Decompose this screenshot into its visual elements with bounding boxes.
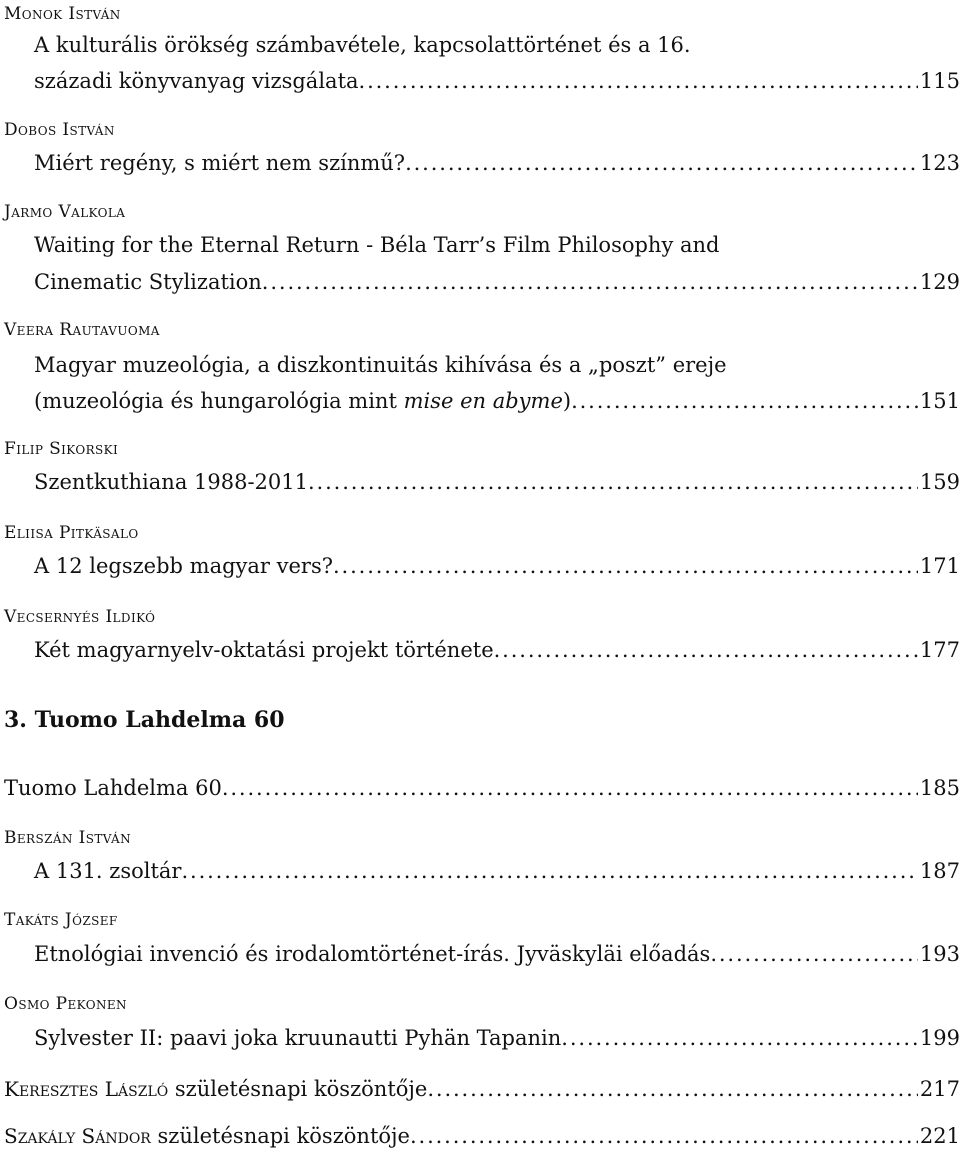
- entry-title: Szentkuthiana 1988-2011: [34, 470, 308, 494]
- entry-title-leader-line[interactable]: [4, 773, 960, 803]
- entry-author: Vecsernyés Ildikó: [4, 607, 156, 627]
- entry-title: Sylvester II: paavi joka kruunautti Pyhän Tapanin: [34, 1026, 562, 1050]
- page-number: 193: [919, 942, 960, 966]
- entry-title-line: A kulturális örökség számbavétele, kapcsolattörténet és a 16.: [34, 33, 691, 57]
- entry-title-leader-line[interactable]: [34, 551, 960, 581]
- page-number: 151: [919, 389, 960, 413]
- dot-leader: [494, 635, 918, 665]
- entry-title: Miért regény, s miért nem színmű?: [34, 151, 406, 175]
- page-number: 221: [919, 1124, 960, 1148]
- dot-leader: [262, 267, 918, 297]
- entry-title-leader-line[interactable]: [34, 148, 960, 178]
- dot-leader: [561, 1023, 918, 1053]
- page-number: 129: [919, 270, 960, 294]
- entry-author: Keresztes László: [4, 1077, 169, 1101]
- entry-author: Monok István: [4, 4, 121, 24]
- entry-title-leader-line[interactable]: [34, 939, 960, 969]
- dot-leader: [571, 386, 918, 416]
- dot-leader: [181, 856, 917, 886]
- entry-title: (muzeológia és hungarológia mint mise en abyme): [34, 389, 572, 413]
- page-number: 185: [919, 776, 960, 800]
- entry-title: A 131. zsoltár: [34, 859, 182, 883]
- entry-author: Eliisa Pitkäsalo: [4, 523, 139, 543]
- entry-title: születésnapi köszöntője: [150, 1124, 410, 1148]
- page-number: 159: [919, 470, 960, 494]
- page-number: 115: [919, 69, 960, 93]
- dot-leader: [333, 551, 918, 581]
- entry-title: születésnapi köszöntője: [168, 1077, 428, 1101]
- section-heading: 3. Tuomo Lahdelma 60: [4, 707, 285, 733]
- entry-title-leader-line[interactable]: [4, 1074, 960, 1104]
- entry-title-leader-line[interactable]: [34, 66, 960, 96]
- entry-title-leader-line[interactable]: [34, 635, 960, 665]
- dot-leader: [222, 773, 918, 803]
- entry-author: Veera Rautavuoma: [4, 320, 160, 340]
- entry-title: Két magyarnyelv-oktatási projekt története: [34, 638, 494, 662]
- page-number: 199: [919, 1026, 960, 1050]
- dot-leader: [359, 66, 918, 96]
- entry-author: Szakály Sándor: [4, 1124, 151, 1148]
- dot-leader: [710, 939, 918, 969]
- entry-title: Tuomo Lahdelma 60: [4, 776, 222, 800]
- entry-author: Filip Sikorski: [4, 439, 119, 459]
- entry-title-leader-line[interactable]: [34, 1023, 960, 1053]
- page-number: 187: [919, 859, 960, 883]
- page-number: 177: [919, 638, 960, 662]
- entry-title-leader-line[interactable]: [4, 1121, 960, 1151]
- entry-title: Etnológiai invenció és irodalomtörténet-írás. Jyväskyläi előadás: [34, 942, 711, 966]
- page-number: 171: [919, 554, 960, 578]
- entry-title: Cinematic Stylization: [34, 270, 262, 294]
- page-number: 217: [919, 1077, 960, 1101]
- dot-leader: [427, 1074, 918, 1104]
- dot-leader: [410, 1121, 918, 1151]
- entry-title: A 12 legszebb magyar vers?: [34, 554, 333, 578]
- entry-author: Berszán István: [4, 828, 131, 848]
- entry-title-leader-line[interactable]: [34, 386, 960, 416]
- dot-leader: [308, 467, 918, 497]
- entry-title: századi könyvanyag vizsgálata: [34, 69, 359, 93]
- entry-author: Takáts József: [4, 910, 118, 930]
- dot-leader: [405, 148, 918, 178]
- entry-title-italic: mise en abyme: [403, 389, 563, 413]
- entry-title-leader-line[interactable]: [34, 267, 960, 297]
- page-number: 123: [919, 151, 960, 175]
- entry-author: Osmo Pekonen: [4, 994, 127, 1014]
- entry-title-line: Magyar muzeológia, a diszkontinuitás kihívása és a „poszt” ereje: [34, 353, 727, 377]
- entry-title-leader-line[interactable]: [34, 856, 960, 886]
- entry-title-leader-line[interactable]: [34, 467, 960, 497]
- entry-author: Jarmo Valkola: [4, 202, 126, 222]
- entry-author: Dobos István: [4, 120, 115, 140]
- entry-title-line: Waiting for the Eternal Return - Béla Tarr’s Film Philosophy and: [34, 233, 720, 257]
